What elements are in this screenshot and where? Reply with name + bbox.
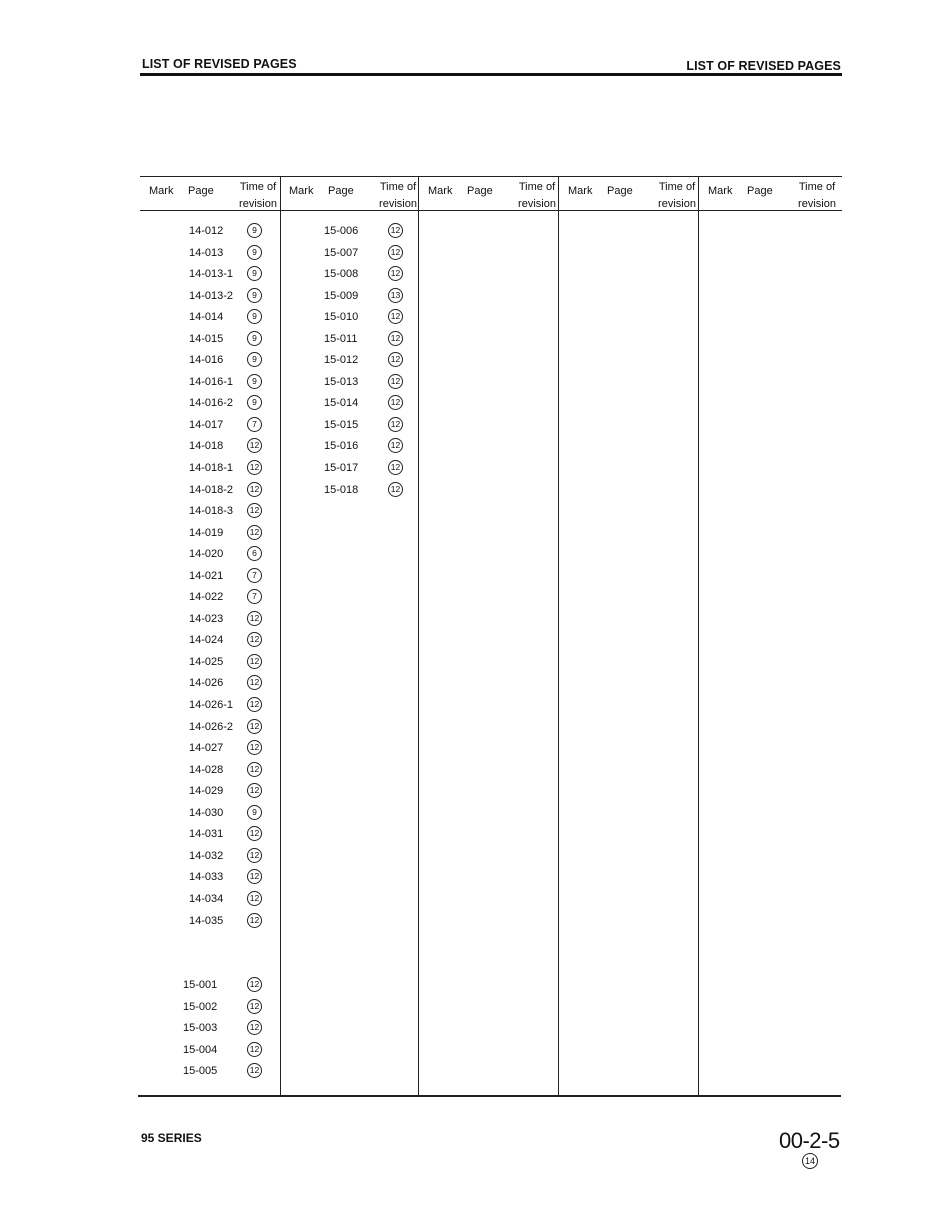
header-title-left: LIST OF REVISED PAGES <box>142 57 297 71</box>
table-row <box>189 440 279 462</box>
series-label: 95 SERIES <box>141 1131 202 1145</box>
table-row <box>324 290 414 312</box>
table-row <box>189 785 279 807</box>
revision-circle: 12 <box>247 891 262 906</box>
page-number-cell: 15-006 <box>324 225 359 237</box>
revision-circle: 12 <box>388 395 403 410</box>
table-row <box>324 311 414 333</box>
page-number-cell: 15-012 <box>324 354 359 367</box>
table-row <box>189 354 279 376</box>
page-revision-mark: 14 <box>802 1153 818 1169</box>
table-row <box>324 354 414 376</box>
table-row <box>183 1044 279 1066</box>
table-row <box>324 225 414 247</box>
revision-circle: 12 <box>247 525 262 540</box>
table-row <box>189 311 279 333</box>
page-number-cell: 15-011 <box>324 332 358 345</box>
header-mark: Mark <box>149 185 174 197</box>
revision-circle: 12 <box>247 460 262 475</box>
page-number-cell: 14-031 <box>189 828 224 841</box>
revision-circle: 12 <box>247 654 262 669</box>
page-number-cell: 14-016 <box>189 354 224 367</box>
revision-circle: 12 <box>247 762 262 777</box>
page-number-cell: 14-028 <box>189 763 224 776</box>
revision-circle: 12 <box>388 309 403 324</box>
table-row <box>324 484 414 506</box>
table-row <box>189 656 279 678</box>
revision-circle: 12 <box>247 503 262 518</box>
table-row <box>183 1022 279 1044</box>
table-row <box>189 677 279 699</box>
table-row <box>189 333 279 355</box>
page-number-cell: 14-027 <box>189 742 224 755</box>
page-number-cell: 14-024 <box>189 634 224 647</box>
revision-circle: 9 <box>247 331 262 346</box>
revision-circle: 12 <box>388 245 403 260</box>
table-top-rule <box>140 176 842 177</box>
revision-circle: 12 <box>247 1020 262 1035</box>
page-number-cell: 15-016 <box>324 440 359 453</box>
header-page: Page <box>188 185 214 197</box>
page-number-cell: 14-013 <box>189 246 224 259</box>
page-number-cell: 14-025 <box>189 655 224 668</box>
page-number-cell: 14-018-3 <box>189 505 234 518</box>
revision-circle: 12 <box>388 460 403 475</box>
page-number-cell: 14-022 <box>189 591 224 604</box>
table-row <box>189 462 279 484</box>
column-divider <box>558 176 559 1096</box>
header-time-of-revision: Time of revision <box>518 181 556 210</box>
table-row <box>324 268 414 290</box>
revision-circle: 12 <box>247 848 262 863</box>
revision-circle: 12 <box>247 999 262 1014</box>
table-row <box>189 548 279 570</box>
revision-circle: 12 <box>247 869 262 884</box>
table-row <box>189 613 279 635</box>
table-row <box>189 807 279 829</box>
table-row <box>189 634 279 656</box>
table-row <box>189 591 279 613</box>
page-number-cell: 14-035 <box>189 914 224 927</box>
revision-circle: 9 <box>247 309 262 324</box>
header-page: Page <box>747 185 773 197</box>
table-row <box>189 742 279 764</box>
column-divider <box>418 176 419 1096</box>
page-number-cell: 15-014 <box>324 397 359 410</box>
revision-circle: 13 <box>388 288 403 303</box>
revision-circle: 9 <box>247 245 262 260</box>
page-number-cell: 15-013 <box>324 375 359 388</box>
revision-circle: 9 <box>247 352 262 367</box>
revision-circle: 9 <box>247 288 262 303</box>
table-row <box>189 484 279 506</box>
revision-list-column-1-lower <box>183 979 279 1087</box>
page-number-cell: 15-003 <box>183 1022 218 1035</box>
table-row <box>189 828 279 850</box>
page-number-cell: 15-007 <box>324 246 359 259</box>
header-page: Page <box>328 185 354 197</box>
header-time-of-revision: Time of revision <box>658 181 696 210</box>
page-number-cell: 14-020 <box>189 548 224 561</box>
page-number-cell: 15-008 <box>324 268 359 281</box>
revision-circle: 12 <box>247 719 262 734</box>
page-number-cell: 15-001 <box>183 979 218 991</box>
page-number-cell: 14-026-2 <box>189 720 234 733</box>
header-title-right: LIST OF REVISED PAGES <box>686 59 841 73</box>
revision-circle: 12 <box>388 266 403 281</box>
revision-circle: 7 <box>247 568 262 583</box>
page-number-cell: 15-005 <box>183 1065 218 1078</box>
table-row <box>183 1001 279 1023</box>
table-bottom-rule <box>138 1095 841 1097</box>
revision-circle: 7 <box>247 589 262 604</box>
page-number-cell: 14-021 <box>189 569 224 582</box>
table-row <box>189 527 279 549</box>
revision-circle: 12 <box>247 697 262 712</box>
table-row <box>189 699 279 721</box>
table-row <box>189 893 279 915</box>
table-row <box>189 376 279 398</box>
header-time-of-revision: Time of revision <box>239 181 277 210</box>
revision-circle: 9 <box>247 223 262 238</box>
table-row <box>324 247 414 269</box>
revision-circle: 12 <box>247 482 262 497</box>
revision-circle: 12 <box>247 675 262 690</box>
table-row <box>324 419 414 441</box>
page-number-cell: 14-030 <box>189 806 224 819</box>
header-rule <box>140 73 842 76</box>
revision-circle: 12 <box>247 1063 262 1078</box>
table-row <box>189 570 279 592</box>
table-row <box>324 397 414 419</box>
table-row <box>189 850 279 872</box>
table-row <box>324 440 414 462</box>
table-row <box>324 462 414 484</box>
revision-circle: 6 <box>247 546 262 561</box>
table-row <box>189 247 279 269</box>
page-number-cell: 14-026-1 <box>189 699 234 712</box>
revision-circle: 9 <box>247 374 262 389</box>
revision-circle: 12 <box>388 223 403 238</box>
page-number-cell: 14-016-1 <box>189 375 234 388</box>
revision-circle: 12 <box>388 438 403 453</box>
revision-circle: 9 <box>247 266 262 281</box>
page-number-cell: 14-029 <box>189 785 224 798</box>
page-number-cell: 14-015 <box>189 332 224 345</box>
revision-list-column-1 <box>189 225 279 936</box>
header-page: Page <box>607 185 633 197</box>
page-number-cell: 14-013-2 <box>189 289 234 302</box>
revision-list-column-2 <box>324 225 414 505</box>
page-number-cell: 14-017 <box>189 418 224 431</box>
header-mark: Mark <box>708 185 733 197</box>
table-row <box>183 979 279 1001</box>
table-row <box>324 376 414 398</box>
page-number-cell: 15-002 <box>183 1000 218 1013</box>
table-row <box>189 290 279 312</box>
page-number-cell: 15-015 <box>324 418 359 431</box>
table-row <box>189 764 279 786</box>
page-number-cell: 14-018 <box>189 440 224 453</box>
table-row <box>189 505 279 527</box>
header-mark: Mark <box>428 185 453 197</box>
revision-circle: 12 <box>247 632 262 647</box>
revision-circle: 12 <box>247 826 262 841</box>
page-number-cell: 14-018-2 <box>189 483 234 496</box>
page-number-cell: 14-033 <box>189 871 224 884</box>
revision-circle: 12 <box>247 611 262 626</box>
revision-circle: 12 <box>247 1042 262 1057</box>
page-number-cell: 15-009 <box>324 289 359 302</box>
revision-circle: 9 <box>247 395 262 410</box>
header-page: Page <box>467 185 493 197</box>
header-time-of-revision: Time of revision <box>379 181 417 210</box>
page-number-cell: 15-004 <box>183 1043 218 1056</box>
revision-circle: 12 <box>247 783 262 798</box>
table-row <box>189 915 279 937</box>
table-row <box>189 419 279 441</box>
table-row <box>189 225 279 247</box>
revision-circle: 12 <box>388 331 403 346</box>
header-mark: Mark <box>568 185 593 197</box>
page-number-cell: 15-017 <box>324 462 359 475</box>
page-number-cell: 14-019 <box>189 526 224 539</box>
table-row <box>189 871 279 893</box>
header-time-of-revision: Time of revision <box>798 181 836 210</box>
column-divider <box>698 176 699 1096</box>
revision-circle: 12 <box>247 977 262 992</box>
page-number-cell: 15-010 <box>324 311 359 324</box>
revision-circle: 12 <box>388 352 403 367</box>
revision-circle: 12 <box>388 482 403 497</box>
page-number-cell: 14-018-1 <box>189 462 234 475</box>
page-number-cell: 14-014 <box>189 311 224 324</box>
revision-circle: 12 <box>388 417 403 432</box>
column-divider <box>280 176 281 1096</box>
revision-circle: 7 <box>247 417 262 432</box>
table-row <box>189 397 279 419</box>
page-number-cell: 14-032 <box>189 849 224 862</box>
revision-circle: 12 <box>247 913 262 928</box>
page-number-cell: 14-023 <box>189 612 224 625</box>
page-number-cell: 15-018 <box>324 483 359 496</box>
page-number-cell: 14-013-1 <box>189 268 234 281</box>
revision-circle: 12 <box>388 374 403 389</box>
table-row <box>324 333 414 355</box>
table-row <box>189 721 279 743</box>
page-number-cell: 14-012 <box>189 225 224 237</box>
page-number: 00-2-5 <box>779 1128 840 1153</box>
page-number-cell: 14-034 <box>189 892 224 905</box>
table-row <box>189 268 279 290</box>
revision-circle: 9 <box>247 805 262 820</box>
page-number-cell: 14-016-2 <box>189 397 234 410</box>
revision-circle: 12 <box>247 438 262 453</box>
table-row <box>183 1065 279 1087</box>
header-mark: Mark <box>289 185 314 197</box>
revision-circle: 12 <box>247 740 262 755</box>
page-number-cell: 14-026 <box>189 677 224 690</box>
